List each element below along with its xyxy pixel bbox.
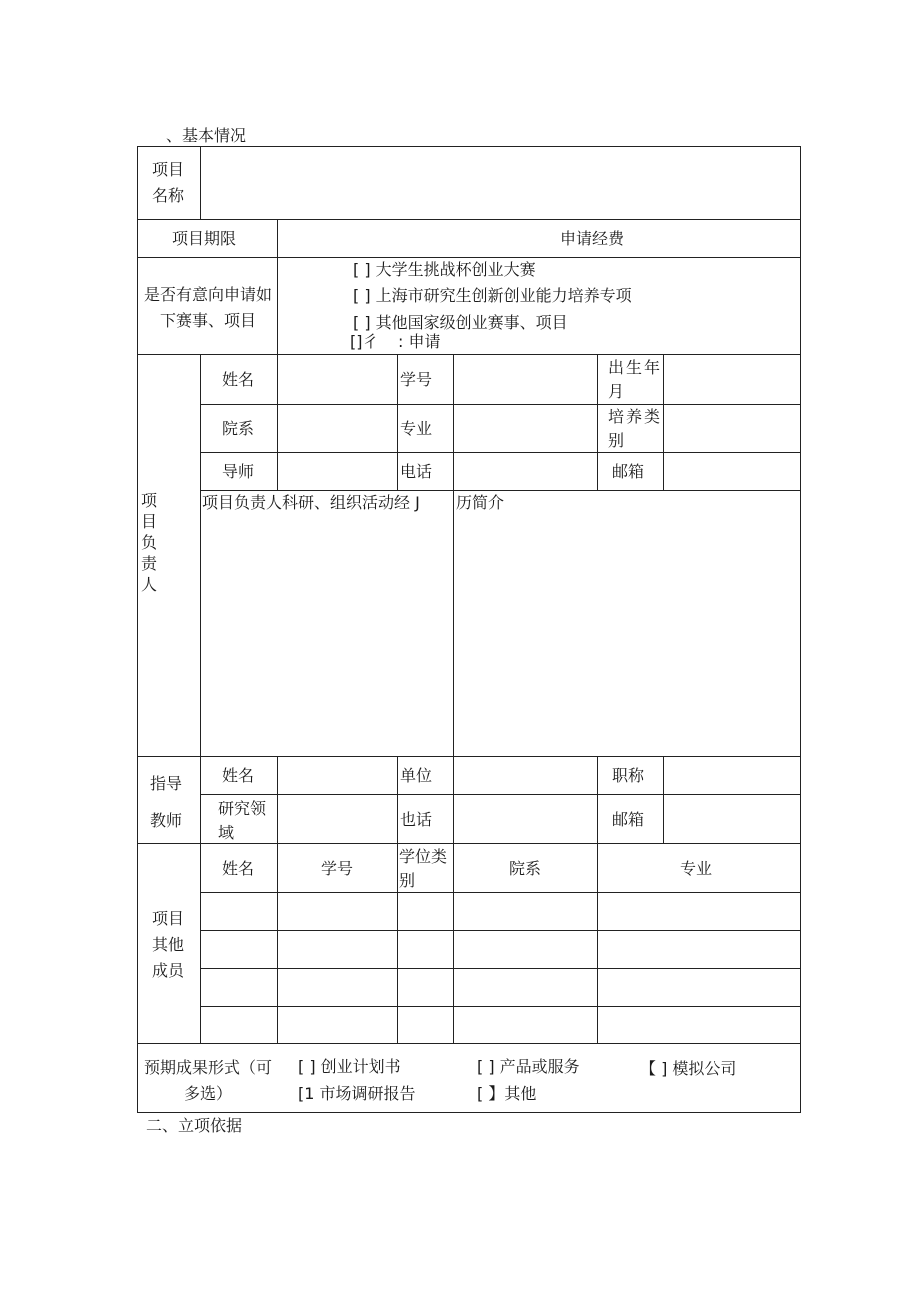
competition-option-shanghai-program[interactable]: [ ] 上海市研究生创新创业能力培养专项 xyxy=(353,286,632,305)
teacher-name-label: 姓名 xyxy=(222,766,255,785)
project-period-label: 项目期限 xyxy=(172,229,237,248)
leader-student-id-label: 学号 xyxy=(400,370,433,389)
section-1-heading: 、基本情况 xyxy=(166,126,247,145)
funding-label: 申请经费 xyxy=(560,229,625,248)
project-name-field[interactable] xyxy=(201,147,799,218)
outcomes-label: 预期成果形式（可多选） xyxy=(143,1058,272,1103)
outcome-option-other[interactable]: [ 】其他 xyxy=(477,1084,537,1103)
outcome-option-product[interactable]: [ ] 产品或服务 xyxy=(477,1057,580,1076)
teacher-unit-label: 单位 xyxy=(400,766,433,785)
leader-advisor-label: 导师 xyxy=(222,462,255,481)
leader-email-label: 邮箱 xyxy=(612,462,645,481)
teacher-phone-label: 也话 xyxy=(400,810,433,829)
leader-experience-label: 项目负责人科研、组织活动经 J xyxy=(202,493,420,512)
leader-name-label: 姓名 xyxy=(222,370,255,389)
competition-option-other-national[interactable]: [ ] 其他国家级创业赛事、项目 xyxy=(353,313,568,332)
leader-training-label: 培养类别 xyxy=(608,407,660,450)
members-col-dept: 院系 xyxy=(509,859,542,878)
section-2-heading: 二、立项依据 xyxy=(146,1116,243,1135)
leader-birth-label: 出生年月 xyxy=(608,358,660,401)
outcome-option-market-report[interactable]: [1 市场调研报告 xyxy=(298,1084,416,1103)
members-col-student-id: 学号 xyxy=(321,859,354,878)
leader-dept-label: 院系 xyxy=(222,419,255,438)
competition-option-misc-a[interactable]: []彳 xyxy=(350,332,379,351)
members-col-degree: 学位类别 xyxy=(399,847,448,890)
teacher-email-label: 邮箱 xyxy=(612,810,645,829)
teacher-section-label-1: 指导 xyxy=(150,774,183,793)
outcome-option-mock-company[interactable]: 【 ] 模拟公司 xyxy=(640,1059,737,1078)
members-col-name: 姓名 xyxy=(222,859,255,878)
teacher-section-label-2: 教师 xyxy=(150,811,183,830)
teacher-title-label: 职称 xyxy=(612,766,645,785)
leader-section-label: 项目负责人 xyxy=(140,491,157,594)
members-section-label: 项目其他成员 xyxy=(151,909,184,980)
project-name-label: 项目名称 xyxy=(151,160,184,205)
teacher-research-label: 研究领域 xyxy=(218,799,267,842)
competition-label: 是否有意向申请如下赛事、项目 xyxy=(143,285,272,330)
leader-major-label: 专业 xyxy=(400,419,433,438)
members-col-major: 专业 xyxy=(680,859,713,878)
leader-phone-label: 电话 xyxy=(400,462,433,481)
competition-option-misc-b: : 申请 xyxy=(398,332,441,351)
competition-option-challenge-cup[interactable]: [ ] 大学生挑战杯创业大赛 xyxy=(353,260,536,279)
outcome-option-business-plan[interactable]: [ ] 创业计划书 xyxy=(298,1057,401,1076)
leader-experience-label-cont: 历简介 xyxy=(456,493,505,512)
